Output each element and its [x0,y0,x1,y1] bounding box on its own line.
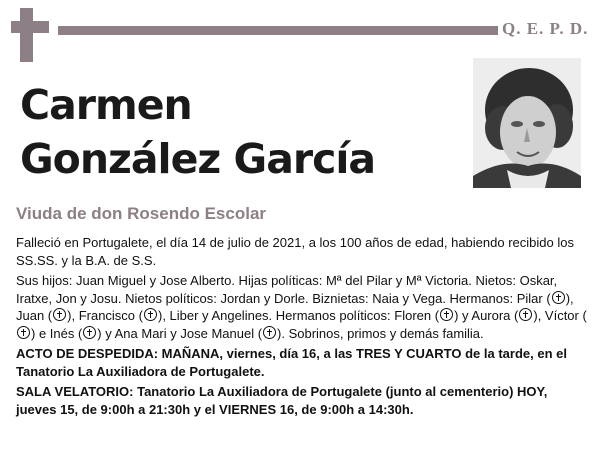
deceased-name [20,78,450,186]
circled-cross-icon [552,291,565,304]
obituary-body [16,234,588,421]
family-text: ) y Aurora ( [454,308,519,323]
circled-cross-icon [144,308,157,321]
portrait-image [473,58,581,188]
header-rule [58,26,498,35]
family-text: ), Juan ( [16,290,574,323]
family-text: ) y Ana Mari y Jose Manuel ( [97,325,263,341]
deceased-photo [473,58,581,188]
circled-cross-icon [53,308,66,321]
family-text: ). Sobrinos, primos y demás familia. [277,325,484,341]
circled-cross-icon [519,308,532,321]
family-text: ), Francisco ( [67,308,143,323]
cross-icon [20,8,33,62]
circled-cross-icon [440,308,453,321]
name-second-line: González García [20,135,376,183]
name-first-line: Carmen [20,81,192,129]
cross-icon-bar [11,21,49,33]
family-list [16,272,588,342]
family-text: ) e Inés ( [31,325,83,341]
circled-cross-icon [83,326,96,339]
qepd-label: Q. E. P. D. [502,19,589,38]
family-text: Sus hijos: Juan Miguel y Jose Alberto. Hijas políticas: Mª del Pilar y Mª Victoria. Nietos: Oskar, Iratxe, Jon y Josu. Nietos políticos: Jordan y Dorle. Biznietas: Naia y Vega. Hermanos: Pilar ( [16,273,558,306]
circled-cross-icon [263,326,276,339]
family-text: ), Liber y Angelines. Hermanos políticos: Floren ( [157,308,440,323]
farewell-ceremony: ACTO DE DESPEDIDA: MAÑANA, viernes, día 16, a las TRES Y CUARTO de la tarde, en el Tanatorio La Auxiliadora de Portugalete. [16,346,567,379]
death-notice: Falleció en Portugalete, el día 14 de julio de 2021, a los 100 años de edad, habiendo recibido los SS.SS. y la B.A. de S.S. [16,235,574,268]
widow-of-subtitle: Viuda de don Rosendo Escolar [16,204,267,223]
family-text: ), Víctor ( [533,308,587,323]
wake-room: SALA VELATORIO: Tanatorio La Auxiliadora de Portugalete (junto al cementerio) HOY, jueves 15, de 9:00h a 21:30h y el VIERNES 16, de 9:00h a 14:30h. [16,384,548,417]
circled-cross-icon [17,326,30,339]
